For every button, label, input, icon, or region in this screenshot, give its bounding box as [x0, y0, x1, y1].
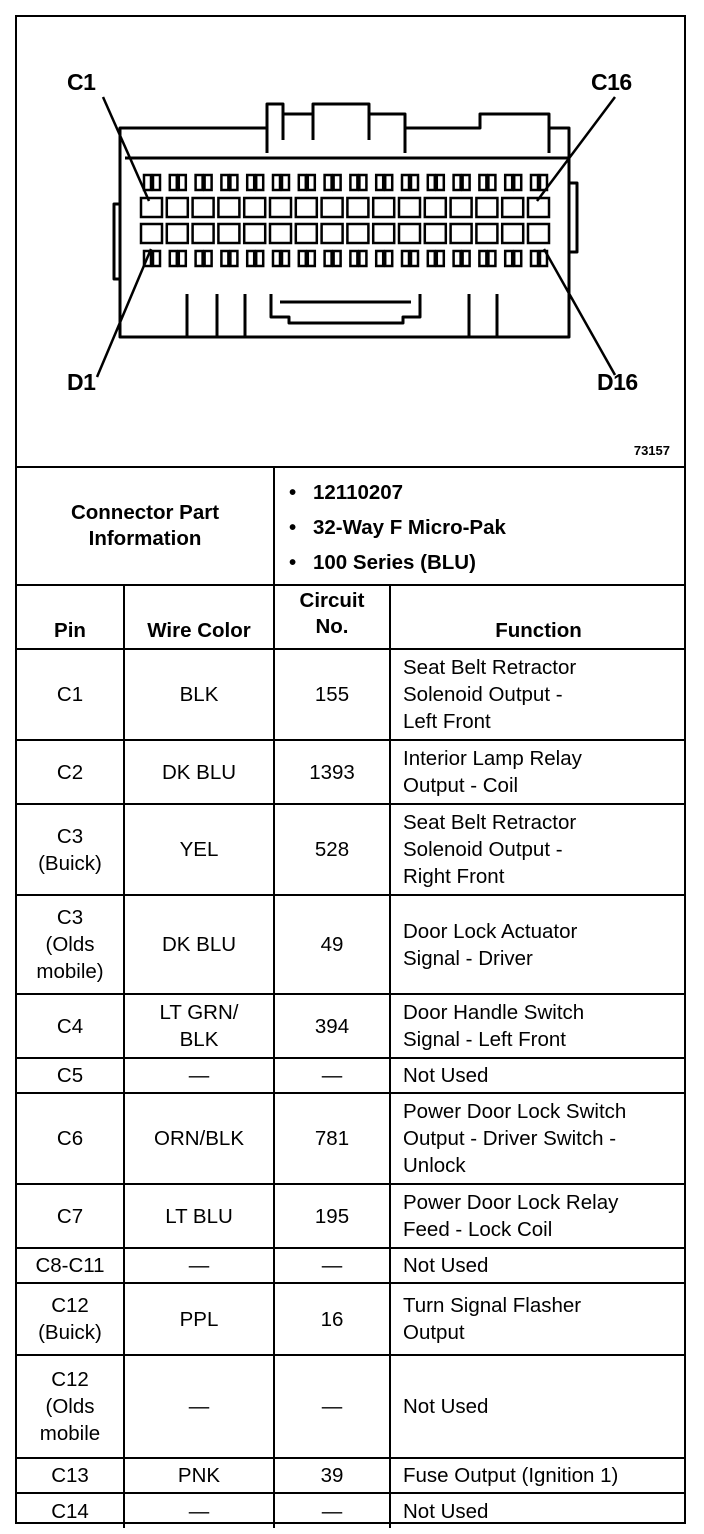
callout-d1: D1 [67, 369, 96, 395]
d1-leader-line [97, 249, 151, 377]
connector-info-list [274, 468, 686, 585]
wire-color-cell [124, 1283, 274, 1355]
pin-cell-line: (Buick) [38, 851, 102, 875]
c-latch-window-outer [144, 175, 151, 190]
function-cell-line: Feed - Lock Coil [403, 1218, 553, 1241]
function-cell-line: Output - Coil [403, 774, 519, 797]
function-cell-line: Interior Lamp Relay [403, 747, 582, 770]
cavity-c11 [399, 198, 420, 217]
cavity-d5 [244, 224, 265, 243]
circuit-cell: 16 [274, 1283, 390, 1355]
pin-row [17, 1248, 686, 1283]
pin-cell-line: C2 [56, 760, 84, 784]
wire-color-cell-line: DK BLU [161, 933, 237, 956]
function-cell-line: Not Used [403, 1064, 489, 1087]
cavity-c14 [476, 198, 497, 217]
cavity-d13 [451, 224, 472, 243]
connector-type: • 32-Way F Micro-Pak [313, 510, 686, 545]
connector-series: • 100 Series (BLU) [313, 545, 686, 580]
function-cell-line: Door Handle Switch [403, 1001, 585, 1024]
pin-cell-line: C4 [56, 1014, 84, 1038]
c-latch-window-outer [221, 175, 228, 190]
pin-cell-line: C6 [56, 1127, 84, 1150]
d-latch-window-inner [256, 251, 263, 266]
c-latch-window-outer [505, 175, 512, 190]
function-cell [390, 649, 686, 740]
c-latch-window-outer [402, 175, 409, 190]
circuit-cell: 394 [274, 994, 390, 1058]
pinout-table [17, 468, 686, 1528]
c-latch-window-inner [514, 175, 521, 190]
cavity-d15 [502, 224, 523, 243]
c-latch-window-outer [273, 175, 280, 190]
d-latch-window-inner [205, 251, 212, 266]
function-cell-line: Signal - Driver [403, 946, 533, 970]
wire-color-cell [124, 804, 274, 895]
cavity-c7 [296, 198, 317, 217]
pin-row [17, 1493, 686, 1528]
cavity-d12 [425, 224, 446, 243]
function-cell-line: Not Used [403, 1395, 489, 1418]
wire-color-cell [124, 740, 274, 804]
pin-cell-line: C13 [51, 1464, 89, 1487]
pin-cell [17, 740, 124, 804]
c-latch-window-inner [411, 175, 418, 190]
wire-color-cell [124, 649, 274, 740]
pin-cell-line: C7 [56, 1204, 84, 1228]
function-cell [390, 994, 686, 1058]
d-latch-window-inner [385, 251, 392, 266]
col-header-circuit-text: Circuit No. [299, 589, 365, 638]
wire-color-cell [124, 1184, 274, 1248]
d-latch-window-inner [411, 251, 418, 266]
cavity-c3 [193, 198, 214, 217]
pin-cell [17, 1493, 124, 1528]
function-cell-line: Signal - Left Front [403, 1028, 566, 1051]
connector-key-slot [271, 294, 420, 323]
cavity-c5 [244, 198, 265, 217]
connector-info-title-text: Connector Part Information [70, 501, 220, 550]
d-latch-window-inner [488, 251, 495, 266]
figure-number: 73157 [633, 443, 670, 458]
wire-color-cell-line: PNK [177, 1464, 221, 1487]
cavity-c10 [373, 198, 394, 217]
d-latch-window-outer [299, 251, 306, 266]
wire-color-cell-line: YEL [179, 838, 219, 861]
function-cell-line: Power Door Lock Switch [403, 1100, 627, 1123]
wire-color-cell [124, 1058, 274, 1093]
c-latch-window-outer [428, 175, 435, 190]
cavity-d11 [399, 224, 420, 243]
d-latch-window-outer [221, 251, 228, 266]
pin-cell-line: C12 [51, 1294, 89, 1317]
pin-row [17, 1458, 686, 1493]
pin-row [17, 804, 686, 895]
pin-cell-line: C5 [56, 1064, 84, 1087]
cavity-c12 [425, 198, 446, 217]
connector-face-drawing [17, 17, 684, 466]
wire-color-cell-line: BLK [179, 683, 219, 706]
cavity-d3 [193, 224, 214, 243]
circuit-cell: 39 [274, 1458, 390, 1493]
pin-cell [17, 1248, 124, 1283]
cavity-c2 [167, 198, 188, 217]
pin-cell [17, 895, 124, 994]
wire-color-cell [124, 1493, 274, 1528]
cavity-d9 [347, 224, 368, 243]
cavity-c6 [270, 198, 291, 217]
pin-cell [17, 1184, 124, 1248]
cavity-d7 [296, 224, 317, 243]
c-latch-window-inner [205, 175, 212, 190]
c-latch-window-outer [350, 175, 357, 190]
pin-row [17, 1184, 686, 1248]
function-cell-line: Left Front [403, 710, 491, 733]
connector-diagram [17, 17, 684, 468]
d-latch-window-inner [334, 251, 341, 266]
function-cell [390, 1093, 686, 1184]
pin-row [17, 1058, 686, 1093]
c-latch-window-outer [454, 175, 461, 190]
pin-row [17, 1283, 686, 1355]
pin-cell-line: C12 [51, 1368, 89, 1391]
c-latch-window-inner [359, 175, 366, 190]
circuit-cell: — [274, 1355, 390, 1458]
pin-cell-line: C3 [56, 824, 84, 848]
c-latch-window-inner [334, 175, 341, 190]
pin-cell-line: (Olds [45, 1395, 95, 1418]
d-latch-window-outer [247, 251, 254, 266]
pin-row [17, 649, 686, 740]
pin-cell-line: C1 [56, 683, 84, 706]
c-latch-window-outer [325, 175, 332, 190]
c-latch-window-inner [282, 175, 289, 190]
c1-leader-line [103, 97, 149, 201]
d-latch-window-inner [437, 251, 444, 266]
function-cell-line: Solenoid Output - [403, 838, 563, 861]
wire-color-cell-line: — [188, 1395, 210, 1418]
circuit-cell: 155 [274, 649, 390, 740]
c-latch-window-inner [153, 175, 160, 190]
d-latch-window-inner [308, 251, 315, 266]
c-latch-window-outer [170, 175, 177, 190]
cavity-c9 [347, 198, 368, 217]
function-cell-line: Power Door Lock Relay [403, 1191, 619, 1214]
cavity-d14 [476, 224, 497, 243]
function-cell-line: Not Used [403, 1254, 489, 1277]
pin-row [17, 1093, 686, 1184]
wire-color-cell [124, 1355, 274, 1458]
c-latch-window-outer [299, 175, 306, 190]
c-latch-window-inner [179, 175, 186, 190]
d-latch-window-outer [196, 251, 203, 266]
d-latch-window-inner [359, 251, 366, 266]
function-cell-line: Seat Belt Retractor [403, 811, 577, 834]
col-header-function: Function [390, 585, 686, 649]
pin-cell [17, 649, 124, 740]
function-cell [390, 1248, 686, 1283]
function-cell-line: Solenoid Output - [403, 683, 563, 706]
d-latch-window-inner [282, 251, 289, 266]
connector-part-number: • 12110207 [313, 475, 686, 510]
d-latch-window-outer [454, 251, 461, 266]
cavity-d8 [322, 224, 343, 243]
pin-cell-line: (Buick) [38, 1321, 102, 1344]
wire-color-cell [124, 1458, 274, 1493]
function-cell [390, 1184, 686, 1248]
c-latch-window-outer [247, 175, 254, 190]
c-latch-window-inner [385, 175, 392, 190]
d-latch-window-outer [325, 251, 332, 266]
cavity-d2 [167, 224, 188, 243]
c-latch-window-inner [230, 175, 237, 190]
callout-d16: D16 [597, 369, 638, 395]
wire-color-cell-line: LT BLU [165, 1204, 233, 1228]
cavity-d10 [373, 224, 394, 243]
pin-row [17, 895, 686, 994]
function-cell-line: Output - Driver Switch - [403, 1127, 617, 1150]
c-latch-window-outer [196, 175, 203, 190]
c-latch-window-inner [488, 175, 495, 190]
wire-color-cell-line: — [188, 1064, 210, 1087]
pin-cell [17, 1093, 124, 1184]
pin-cell [17, 1355, 124, 1458]
wire-color-cell-line: LT GRN/ [159, 1001, 239, 1024]
cavity-c1 [141, 198, 162, 217]
function-cell [390, 1058, 686, 1093]
col-header-pin: Pin [17, 585, 124, 649]
d-latch-window-outer [402, 251, 409, 266]
pin-cell-line: mobile [39, 1422, 101, 1445]
pin-row [17, 740, 686, 804]
circuit-cell: — [274, 1493, 390, 1528]
cavity-c8 [322, 198, 343, 217]
cavity-d6 [270, 224, 291, 243]
d-latch-window-outer [350, 251, 357, 266]
wire-color-cell-line: BLK [179, 1028, 219, 1051]
connector-info-row [17, 468, 686, 585]
d-latch-window-outer [273, 251, 280, 266]
wire-color-cell-line: ORN/BLK [154, 1127, 244, 1150]
d-latch-window-inner [514, 251, 521, 266]
figure-frame [15, 15, 686, 1524]
d-latch-window-inner [463, 251, 470, 266]
callout-c1: C1 [67, 69, 96, 95]
pin-row [17, 994, 686, 1058]
pin-cell-line: mobile) [36, 960, 104, 983]
c-latch-window-inner [308, 175, 315, 190]
cavity-d1 [141, 224, 162, 243]
circuit-cell: 781 [274, 1093, 390, 1184]
circuit-cell: 49 [274, 895, 390, 994]
col-header-wire-color: Wire Color [124, 585, 274, 649]
c-latch-window-outer [479, 175, 486, 190]
function-cell [390, 1355, 686, 1458]
function-cell-line: Seat Belt Retractor [403, 656, 577, 679]
wire-color-cell [124, 895, 274, 994]
function-cell-line: Output [403, 1321, 465, 1344]
d-latch-window-outer [505, 251, 512, 266]
wire-color-cell [124, 1093, 274, 1184]
pin-cell [17, 1058, 124, 1093]
pin-cell [17, 994, 124, 1058]
pin-cell-line: C8-C11 [35, 1254, 105, 1277]
circuit-cell: — [274, 1248, 390, 1283]
function-cell-line: Right Front [403, 865, 505, 888]
d-latch-window-outer [531, 251, 538, 266]
wire-color-cell [124, 994, 274, 1058]
d-latch-window-inner [153, 251, 160, 266]
pin-cell-line: (Olds [45, 933, 95, 956]
wire-color-cell-line: DK BLU [161, 760, 237, 784]
function-cell-line: Not Used [403, 1499, 489, 1523]
d-latch-window-outer [479, 251, 486, 266]
c-latch-window-inner [256, 175, 263, 190]
wire-color-cell-line: — [188, 1499, 210, 1523]
function-cell [390, 1458, 686, 1493]
c-latch-window-outer [376, 175, 383, 190]
column-header-row [17, 585, 686, 649]
connector-info-title [17, 468, 274, 585]
cavity-d16 [528, 224, 549, 243]
function-cell [390, 1493, 686, 1528]
cavity-d4 [218, 224, 239, 243]
wire-color-cell-line: PPL [179, 1307, 219, 1331]
cavity-c4 [218, 198, 239, 217]
function-cell-line: Fuse Output (Ignition 1) [403, 1464, 619, 1487]
function-cell [390, 1283, 686, 1355]
d-latch-window-outer [428, 251, 435, 266]
cavity-c13 [451, 198, 472, 217]
d-latch-window-outer [376, 251, 383, 266]
callout-c16: C16 [591, 69, 632, 95]
pin-cell-line: C3 [56, 906, 84, 929]
pin-cell [17, 1283, 124, 1355]
d-latch-window-outer [170, 251, 177, 266]
d-latch-window-inner [230, 251, 237, 266]
function-cell [390, 804, 686, 895]
pin-cell [17, 804, 124, 895]
circuit-cell: — [274, 1058, 390, 1093]
circuit-cell: 1393 [274, 740, 390, 804]
pin-cell [17, 1458, 124, 1493]
d-latch-window-inner [179, 251, 186, 266]
c-latch-window-inner [437, 175, 444, 190]
function-cell [390, 740, 686, 804]
c-latch-window-outer [531, 175, 538, 190]
wire-color-cell-line: — [188, 1254, 210, 1277]
c-latch-window-inner [463, 175, 470, 190]
circuit-cell: 195 [274, 1184, 390, 1248]
function-cell-line: Unlock [403, 1154, 466, 1177]
function-cell-line: Turn Signal Flasher [403, 1294, 582, 1317]
pin-row [17, 1355, 686, 1458]
cavity-c15 [502, 198, 523, 217]
function-cell-line: Door Lock Actuator [403, 919, 578, 943]
wire-color-cell [124, 1248, 274, 1283]
circuit-cell: 528 [274, 804, 390, 895]
pin-cell-line: C14 [51, 1499, 89, 1523]
col-header-circuit [274, 585, 390, 649]
function-cell [390, 895, 686, 994]
d16-leader-line [544, 249, 615, 375]
